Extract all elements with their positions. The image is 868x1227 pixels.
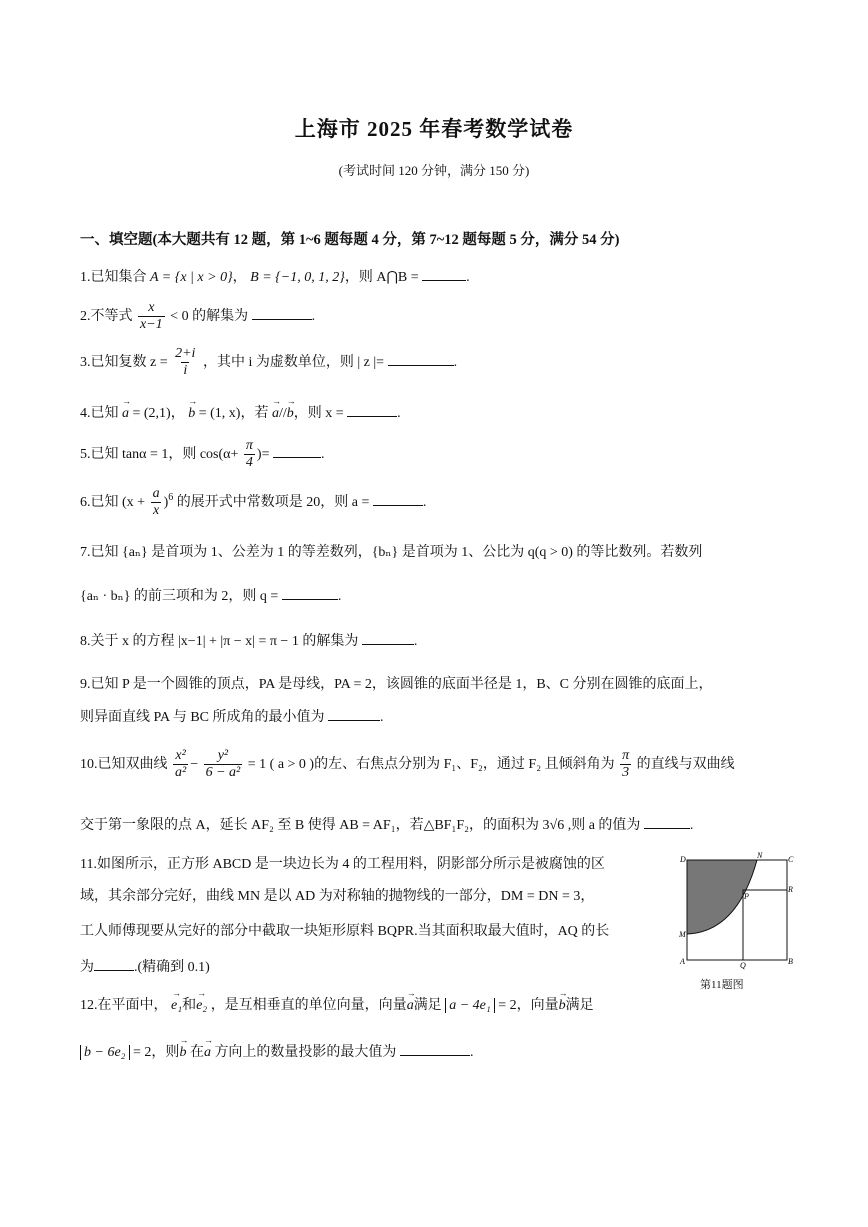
answer-blank[interactable] xyxy=(273,445,321,458)
question-11-line-3: 工人师傅现要从完好的部分中截取一块矩形原料 BQPR.当其面积取最大值时，AQ 的长 xyxy=(80,924,610,939)
label-N: N xyxy=(757,852,763,860)
label-C: C xyxy=(788,855,794,864)
fraction: $\frac{2+i}{i}$ xyxy=(175,346,196,379)
answer-blank[interactable] xyxy=(362,632,414,645)
figure-11-diagram xyxy=(677,852,797,992)
answer-blank[interactable] xyxy=(252,307,312,320)
label-A: A xyxy=(680,957,685,966)
question-2: 2.不等式 $\frac{x}{x-1}$ < 0 的解集为 . xyxy=(80,300,316,333)
label-R: R xyxy=(788,885,793,894)
question-12-line-1: 12.在平面中， → e₁和→ e₂ ，是互相垂直的单位向量，向量→ a满足 a − 4e₁ = 2，向量→ b满足 xyxy=(80,994,594,1014)
question-5: 5.已知 tanα = 1，则 cos(α+ $\frac{\pi}{4}$ )= . xyxy=(80,438,325,471)
question-10-line-1: 10.已知双曲线 $\frac{\text{x²}}{\text{a²}}$ − $\frac{\text{y²}}{\text{6 − a²}}$ = 1 ( a > 0 )的左、右焦点分别为 F₁、F₂，通过 F₂ 且倾斜角为 $\frac{\pi}{3}$ 的直线与双曲线 xyxy=(80,748,735,781)
fraction: $\frac{\pi}{3}$ xyxy=(622,748,630,781)
figure-caption: 第11题图 xyxy=(700,979,744,991)
answer-blank[interactable] xyxy=(347,404,397,417)
question-12-line-2: b − 6e₂ = 2，则→ b 在→ a 方向上的数量投影的最大值为 . xyxy=(80,1041,473,1061)
answer-blank[interactable] xyxy=(328,708,380,721)
question-11-line-2: 域，其余部分完好，曲线 MN 是以 AD 为对称轴的抛物线的一部分，DM = DN = 3， xyxy=(80,889,595,904)
label-Q: Q xyxy=(740,961,746,970)
question-7-line-1: 7.已知 {aₙ} 是首项为 1、公差为 1 的等差数列，{bₙ} 是首项为 1、公比为 q(q > 0) 的等比数列。若数列 xyxy=(80,545,703,560)
fraction: $\frac{\pi}{4}$ xyxy=(245,438,253,471)
answer-blank[interactable] xyxy=(282,587,338,600)
question-9-line-2: 则异面直线 PA 与 BC 所成角的最小值为 . xyxy=(80,710,384,725)
section-heading: 一、填空题(本大题共有 12 题，第 1~6 题每题 4 分，第 7~12 题每题 5 分，满分 54 分) xyxy=(80,232,620,248)
question-11-line-4: 为 .(精确到 0.1) xyxy=(80,960,210,975)
page-subtitle: (考试时间 120 分钟，满分 150 分) xyxy=(338,163,530,178)
answer-blank[interactable] xyxy=(388,353,454,366)
question-6: 6.已知 (x + $\frac{a}{x}$ )$^6$ 的展开式中常数项是 20，则 a = . xyxy=(80,486,427,519)
fraction: $\frac{\text{x²}}{\text{a²}}$ xyxy=(175,748,187,781)
question-7-line-2: {aₙ · bₙ} 的前三项和为 2，则 q = . xyxy=(80,589,342,604)
fraction: $\frac{a}{x}$ xyxy=(152,486,160,519)
fraction: $\frac{x}{x-1}$ xyxy=(140,300,163,333)
answer-blank[interactable] xyxy=(644,816,690,829)
question-11-line-1: 11.如图所示，正方形 ABCD 是一块边长为 4 的工程用料，阴影部分所示是被腐蚀的区 xyxy=(80,857,605,872)
rectangle-bqpr xyxy=(743,890,787,960)
label-M: M xyxy=(679,930,686,939)
label-B: B xyxy=(788,957,793,966)
question-10-line-2: 交于第一象限的点 A，延长 AF₂ 至 B 使得 AB = AF₁，若△BF₁F₂，的面积为 3√6 ,则 a 的值为 . xyxy=(80,818,694,833)
label-P: P xyxy=(744,892,749,901)
label-D: D xyxy=(680,855,686,864)
answer-blank[interactable] xyxy=(373,493,423,506)
fraction: $\frac{\text{y²}}{\text{6 − a²}}$ xyxy=(205,748,241,781)
question-8: 8.关于 x 的方程 |x−1| + |π − x| = π − 1 的解集为 . xyxy=(80,634,418,649)
question-4: 4.已知 → a = (2,1)， → b = (1, x)，若 → a//→ b，则 x = . xyxy=(80,402,401,422)
page-title: 上海市 2025 年春考数学试卷 xyxy=(294,117,574,141)
answer-blank[interactable] xyxy=(94,958,134,971)
question-1: 1.已知集合 A = {x | x > 0}， B = {−1, 0, 1, 2}，则 A⋂B = . xyxy=(80,270,470,285)
answer-blank[interactable] xyxy=(400,1043,470,1056)
answer-blank[interactable] xyxy=(422,268,466,281)
question-9-line-1: 9.已知 P 是一个圆锥的顶点，PA 是母线，PA = 2，该圆锥的底面半径是 1，B、C 分别在圆锥的底面上， xyxy=(80,677,713,692)
question-3: 3.已知复数 z = $\frac{2+i}{i}$ ，其中 i 为虚数单位，则 | z |= . xyxy=(80,346,458,379)
